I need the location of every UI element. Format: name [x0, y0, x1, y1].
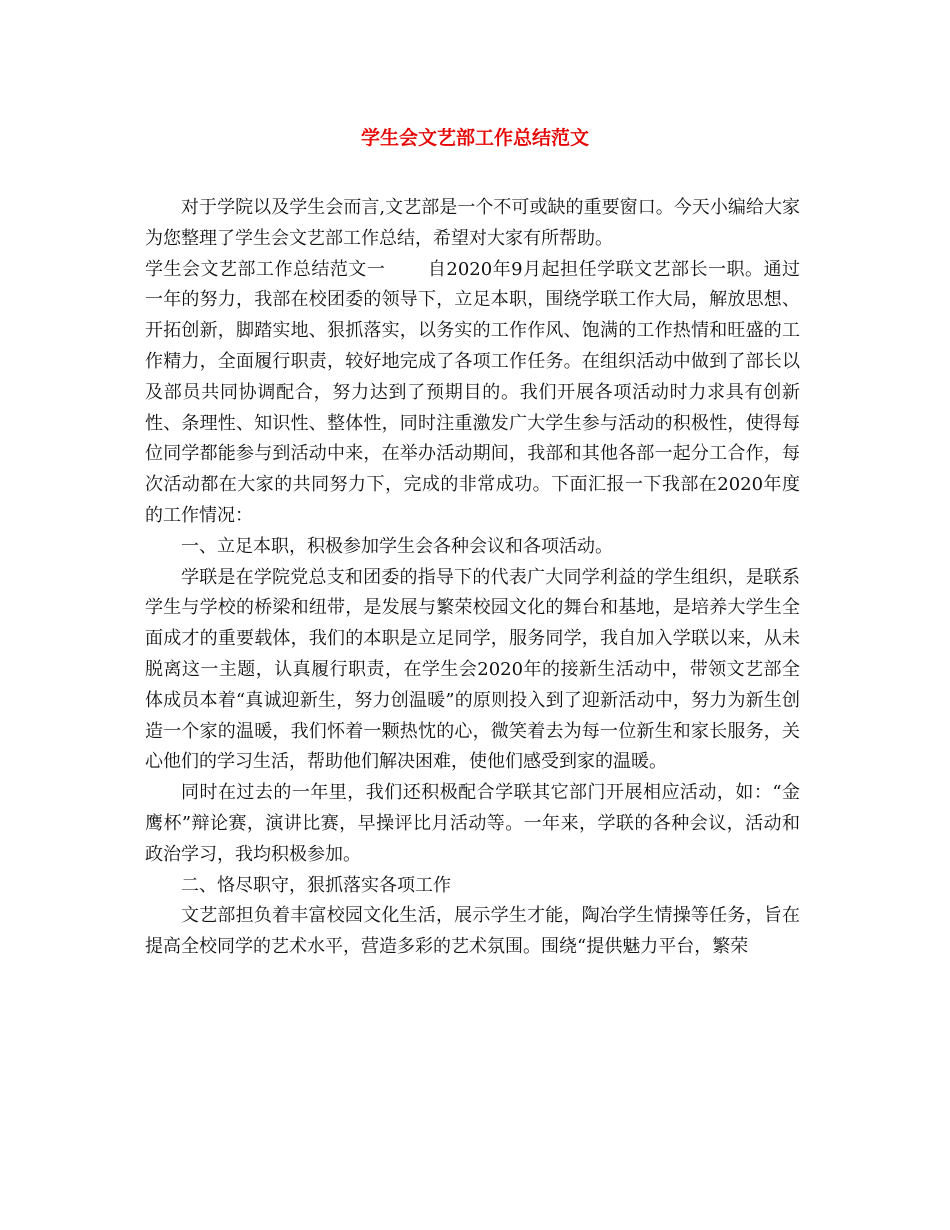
sample-paragraph	[145, 255, 800, 532]
document-title: 学生会文艺部工作总结范文	[360, 127, 589, 149]
sample-opening-text: 自2020年9月起担任学联文艺部长一职。通过一年的努力，我部在校团委的领导下，立足本职，围绕学联工作大局，解放思想、开拓创新，脚踏实地、狠抓落实，以务实的工作作风、饱满的工作热情和旺盛的工作精力，全面履行职责，较好地完成了各项工作任务。在组织活动中做到了部长以及部员共同协调配合，努力达到了预期目的。我们开展各项活动时力求具有创新性、条理性、知识性、整体性，同时注重激发广大学生参与活动的积极性，使得每位同学都能参与到活动中来，在举办活动期间，我部和其他各部一起分工合作，每次活动都在大家的共同努力下，完成的非常成功。下面汇报一下我部在2020年度的工作情况：	[145, 258, 801, 526]
intro-paragraph: 对于学院以及学生会而言,文艺部是一个不可或缺的重要窗口。今天小编给大家为您整理了学生会文艺部工作总结，希望对大家有所帮助。	[145, 197, 800, 249]
section1-paragraph-2: 同时在过去的一年里，我们还积极配合学联其它部门开展相应活动，如：“金鹰杯”辩论赛，演讲比赛，早操评比月活动等。一年来，学联的各种会议，活动和政治学习，我均积极参加。	[145, 782, 800, 865]
section2-heading: 二、恪尽职守，狠抓落实各项工作	[181, 874, 451, 896]
section1-paragraph-1: 学联是在学院党总支和团委的指导下的代表广大同学利益的学生组织，是联系学生与学校的桥梁和纽带，是发展与繁荣校园文化的舞台和基地，是培养大学生全面成才的重要载体，我们的本职是立足同学，服务同学，我自加入学联以来，从未脱离这一主题，认真履行职责，在学生会2020年的接新生活动中，带领文艺部全体成员本着“真诚迎新生，努力创温暖”的原则投入到了迎新活动中，努力为新生创造一个家的温暖，我们怀着一颗热忱的心，微笑着去为每一位新生和家长服务，关心他们的学习生活，帮助他们解决困难，使他们感受到家的温暖。	[145, 566, 800, 773]
section1-heading: 一、立足本职，积极参加学生会各种会议和各项活动。	[181, 535, 613, 557]
section2-paragraph-1: 文艺部担负着丰富校园文化生活，展示学生才能，陶冶学生情操等任务，旨在提高全校同学的艺术水平，营造多彩的艺术氛围。围绕“提供魅力平台，繁荣	[145, 905, 800, 958]
sample-heading: 学生会文艺部工作总结范文一	[145, 258, 386, 280]
document-body	[145, 193, 800, 963]
